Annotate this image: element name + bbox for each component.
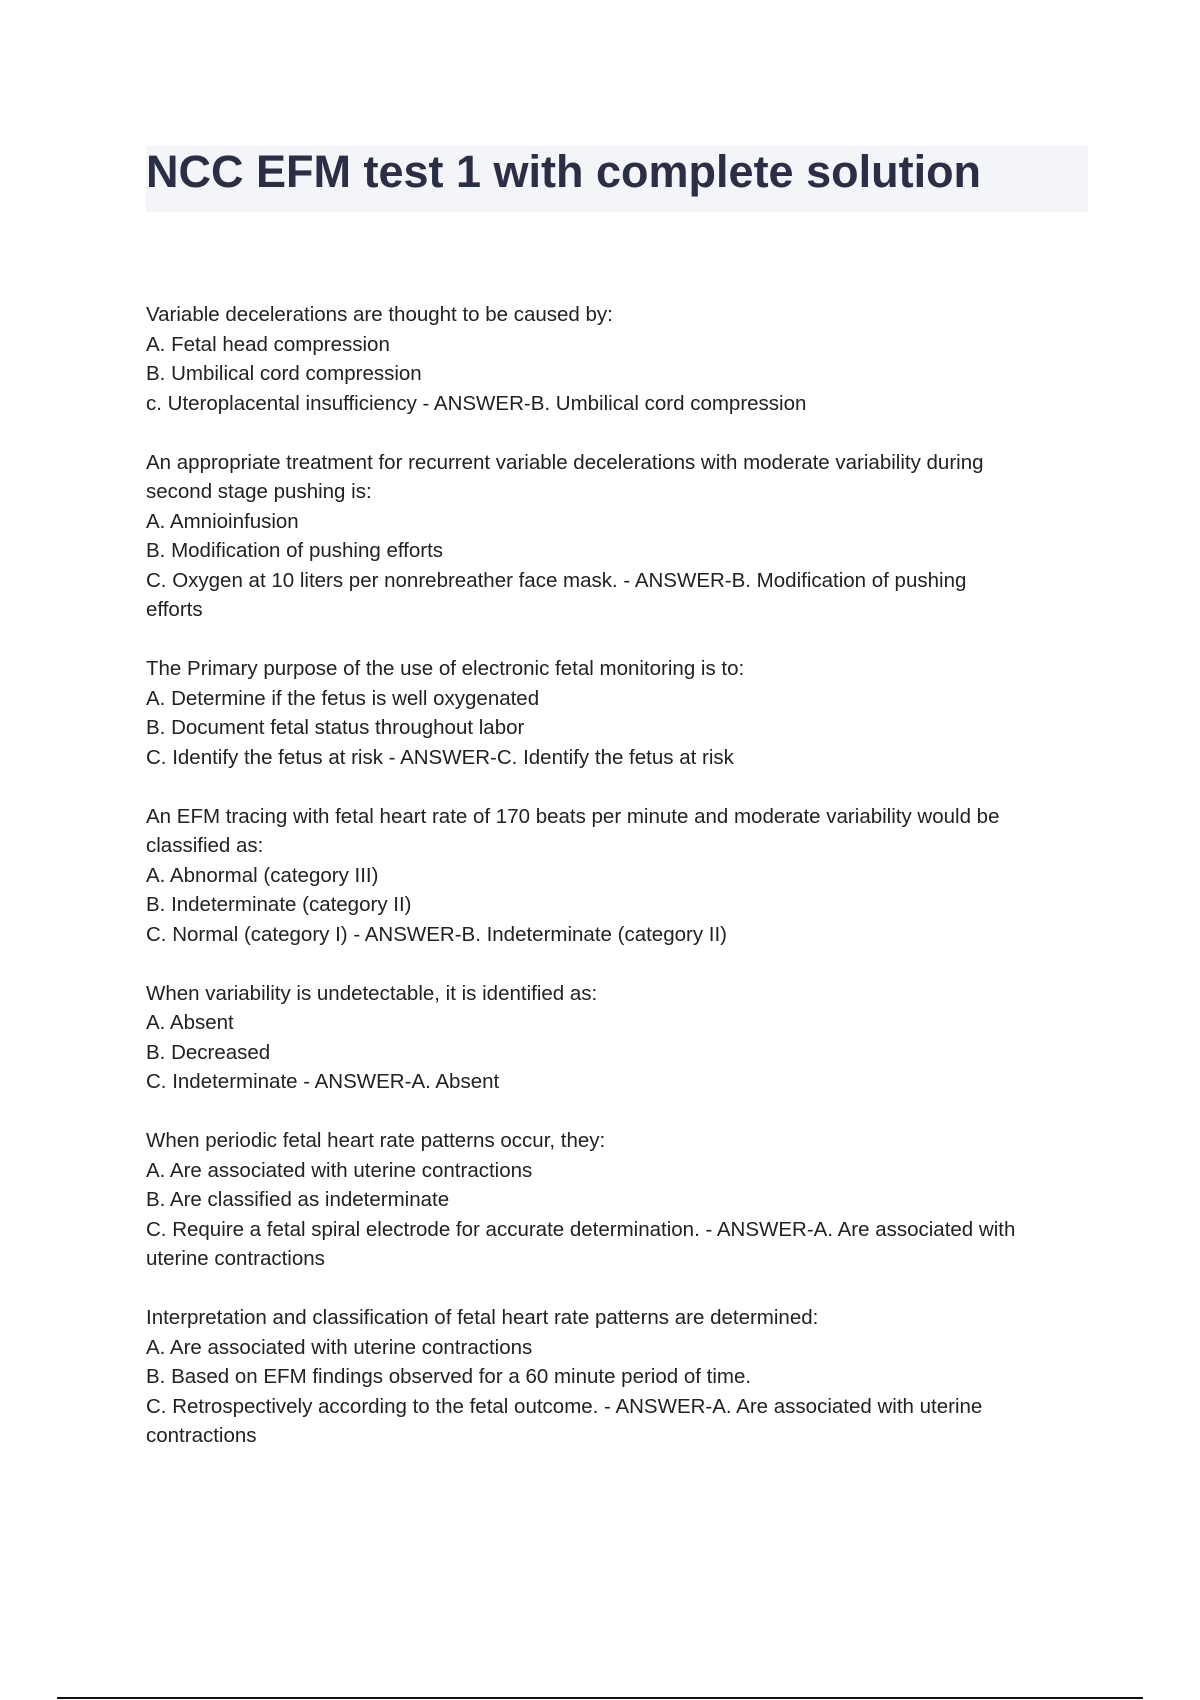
document-title: NCC EFM test 1 with complete solution: [146, 146, 982, 197]
question-text-line: uterine contractions: [146, 1247, 325, 1270]
question-text-line: classified as:: [146, 834, 264, 857]
option-line: B. Decreased: [146, 1040, 271, 1064]
question-text-line: An appropriate treatment for recurrent variable decelerations with moderate variability during: [146, 450, 984, 474]
answer-line: C. Identify the fetus at risk - ANSWER-C. Identify the fetus at risk: [146, 745, 734, 769]
option-line: A. Abnormal (category III): [146, 863, 379, 887]
question-block: [146, 300, 1096, 418]
option-line: B. Are classified as indeterminate: [146, 1188, 450, 1211]
question-block: [146, 979, 1096, 1097]
question-text-line: The Primary purpose of the use of electronic fetal monitoring is to:: [146, 657, 745, 680]
option-line: B. Modification of pushing efforts: [146, 539, 444, 562]
option-line: B. Umbilical cord compression: [146, 362, 422, 385]
answer-line: C. Oxygen at 10 liters per nonrebreather face mask. - ANSWER-B. Modification of pushing: [146, 568, 967, 592]
answer-line: C. Require a fetal spiral electrode for accurate determination. - ANSWER-A. Are associated with: [146, 1217, 1016, 1241]
question-block: [146, 802, 1096, 950]
footer-rule: [57, 1697, 1143, 1699]
option-line: B. Document fetal status throughout labor: [146, 716, 525, 739]
option-line: B. Indeterminate (category II): [146, 893, 412, 916]
answer-line: c. Uteroplacental insufficiency - ANSWER-B. Umbilical cord compression: [146, 391, 807, 415]
question-block: [146, 1126, 1096, 1274]
option-line: A. Determine if the fetus is well oxygenated: [146, 686, 540, 710]
question-block: [146, 448, 1096, 625]
answer-line: C. Normal (category I) - ANSWER-B. Indeterminate (category II): [146, 922, 727, 946]
question-text-line: An EFM tracing with fetal heart rate of 170 beats per minute and moderate variability would be: [146, 804, 1000, 828]
option-line: A. Are associated with uterine contractions: [146, 1335, 533, 1359]
option-line: A. Fetal head compression: [146, 332, 390, 356]
answer-line: C. Indeterminate - ANSWER-A. Absent: [146, 1070, 500, 1093]
option-line: B. Based on EFM findings observed for a 60 minute period of time.: [146, 1365, 752, 1388]
question-block: [146, 1303, 1096, 1451]
question-block: [146, 654, 1096, 772]
question-text-line: efforts: [146, 598, 203, 621]
answer-line: C. Retrospectively according to the fetal outcome. - ANSWER-A. Are associated with uterine: [146, 1394, 983, 1418]
option-line: A. Amnioinfusion: [146, 509, 299, 533]
option-line: A. Are associated with uterine contractions: [146, 1158, 533, 1182]
question-text-line: second stage pushing is:: [146, 480, 372, 503]
question-text-line: When periodic fetal heart rate patterns occur, they:: [146, 1129, 606, 1152]
option-line: A. Absent: [146, 1011, 234, 1034]
question-list: [146, 300, 1096, 1480]
question-text-line: Variable decelerations are thought to be caused by:: [146, 303, 613, 326]
question-text-line: contractions: [146, 1424, 257, 1447]
question-text-line: When variability is undetectable, it is identified as:: [146, 981, 598, 1005]
question-text-line: Interpretation and classification of fetal heart rate patterns are determined:: [146, 1306, 819, 1329]
